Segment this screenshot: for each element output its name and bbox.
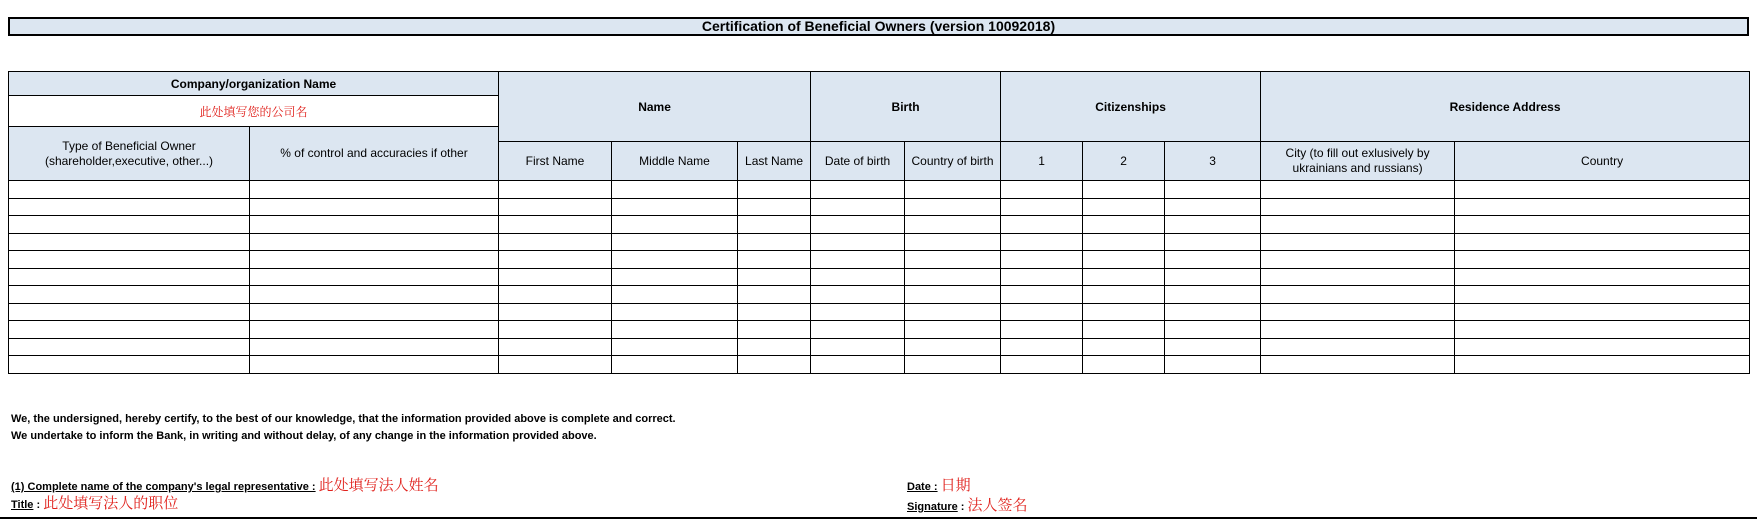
- table-cell[interactable]: [1001, 268, 1083, 286]
- date-row: [907, 474, 971, 495]
- title-row: Title : 此处填写法人的职位: [11, 495, 179, 512]
- table-cell[interactable]: [9, 251, 250, 269]
- citizenships-group-header: Citizenships: [1001, 72, 1261, 142]
- table-cell[interactable]: [1455, 233, 1750, 251]
- table-cell[interactable]: [1083, 286, 1165, 304]
- country-of-birth-header: Country of birth: [905, 142, 1001, 181]
- signature-label: Signature: [907, 501, 958, 513]
- last-name-header: Last Name: [738, 142, 811, 181]
- table-cell[interactable]: [811, 286, 905, 304]
- company-name-label: Company/organization Name: [9, 72, 499, 96]
- table-cell[interactable]: [905, 321, 1001, 339]
- citizenship-3-header: 3: [1165, 142, 1261, 181]
- table-cell[interactable]: [1455, 356, 1750, 374]
- table-cell[interactable]: [905, 356, 1001, 374]
- table-cell[interactable]: [1001, 338, 1083, 356]
- table-cell[interactable]: [738, 338, 811, 356]
- name-group-header: Name: [499, 72, 811, 142]
- table-cell[interactable]: [811, 268, 905, 286]
- table-cell[interactable]: [738, 268, 811, 286]
- table-cell[interactable]: [1261, 233, 1455, 251]
- table-cell[interactable]: [499, 216, 612, 234]
- type-owner-header: Type of Beneficial Owner (shareholder,executive, other...): [9, 127, 250, 181]
- signature-row: Signature : 法人签名: [907, 497, 1028, 514]
- table-cell[interactable]: [1083, 198, 1165, 216]
- table-cell[interactable]: [1165, 286, 1261, 304]
- table-cell[interactable]: [612, 216, 738, 234]
- table-cell[interactable]: [1455, 321, 1750, 339]
- table-cell[interactable]: [9, 181, 250, 199]
- table-cell[interactable]: [250, 338, 499, 356]
- company-name-field[interactable]: 此处填写您的公司名: [9, 96, 499, 127]
- page-bottom-border: [0, 517, 1757, 519]
- table-cell[interactable]: [1165, 338, 1261, 356]
- table-cell[interactable]: [250, 216, 499, 234]
- table-cell[interactable]: [1455, 338, 1750, 356]
- table-cell[interactable]: [1083, 303, 1165, 321]
- table-row: [9, 338, 1750, 356]
- table-cell[interactable]: [1165, 321, 1261, 339]
- table-cell[interactable]: [811, 356, 905, 374]
- table-cell[interactable]: [811, 321, 905, 339]
- table-cell[interactable]: [612, 321, 738, 339]
- table-cell[interactable]: [1165, 303, 1261, 321]
- table-cell[interactable]: [905, 286, 1001, 304]
- table-cell[interactable]: [738, 286, 811, 304]
- table-cell[interactable]: [499, 233, 612, 251]
- table-row: [9, 321, 1750, 339]
- table-cell[interactable]: [1165, 356, 1261, 374]
- data-rows: [9, 181, 1750, 374]
- table-cell[interactable]: [250, 198, 499, 216]
- form-title: Certification of Beneficial Owners (version 10092018): [8, 17, 1749, 36]
- table-cell[interactable]: [905, 198, 1001, 216]
- table-cell[interactable]: [738, 303, 811, 321]
- table-cell[interactable]: [1261, 251, 1455, 269]
- table-cell[interactable]: [905, 303, 1001, 321]
- table-cell[interactable]: [1455, 216, 1750, 234]
- birth-group-header: Birth: [811, 72, 1001, 142]
- table-cell[interactable]: [9, 198, 250, 216]
- table-row: [9, 251, 1750, 269]
- table-cell[interactable]: [1455, 268, 1750, 286]
- table-cell[interactable]: [1165, 268, 1261, 286]
- table-cell[interactable]: [1083, 338, 1165, 356]
- table-cell[interactable]: [250, 268, 499, 286]
- title-label: Title: [11, 499, 34, 511]
- table-cell[interactable]: [1001, 321, 1083, 339]
- table-cell[interactable]: [905, 216, 1001, 234]
- table-cell[interactable]: [811, 338, 905, 356]
- residence-group-header: Residence Address: [1261, 72, 1750, 142]
- table-cell[interactable]: [250, 181, 499, 199]
- table-cell[interactable]: [811, 216, 905, 234]
- table-cell[interactable]: [612, 286, 738, 304]
- table-cell[interactable]: [811, 181, 905, 199]
- table-cell[interactable]: [1165, 216, 1261, 234]
- table-cell[interactable]: [1455, 198, 1750, 216]
- table-cell[interactable]: [250, 321, 499, 339]
- table-cell[interactable]: [1001, 251, 1083, 269]
- table-cell[interactable]: [250, 286, 499, 304]
- certification-statement: [11, 411, 676, 445]
- table-cell[interactable]: [9, 338, 250, 356]
- table-cell[interactable]: [612, 233, 738, 251]
- table-row: [9, 216, 1750, 234]
- table-cell[interactable]: [1083, 268, 1165, 286]
- date-field[interactable]: 日期: [940, 477, 971, 494]
- control-header: % of control and accuracies if other: [250, 127, 499, 181]
- table-cell[interactable]: [250, 356, 499, 374]
- signature-field[interactable]: 法人签名: [967, 497, 1028, 514]
- citizenship-1-header: 1: [1001, 142, 1083, 181]
- table-cell[interactable]: [905, 251, 1001, 269]
- table-row: [9, 181, 1750, 199]
- table-cell[interactable]: [811, 233, 905, 251]
- table-row: [9, 198, 1750, 216]
- legal-rep-field[interactable]: 此处填写法人姓名: [318, 477, 439, 494]
- table-cell[interactable]: [1083, 356, 1165, 374]
- statement-line-1: We, the undersigned, hereby certify, to the best of our knowledge, that the information provided above is complete and correct.: [11, 413, 676, 425]
- table-row: [9, 303, 1750, 321]
- table-cell[interactable]: [499, 181, 612, 199]
- table-cell[interactable]: [905, 268, 1001, 286]
- first-name-header: First Name: [499, 142, 612, 181]
- table-row: [9, 233, 1750, 251]
- table-cell[interactable]: [250, 303, 499, 321]
- table-cell[interactable]: [612, 251, 738, 269]
- table-cell[interactable]: [738, 321, 811, 339]
- table-cell[interactable]: [499, 356, 612, 374]
- legal-rep-label: (1) Complete name of the company's legal representative :: [11, 481, 316, 493]
- table-cell[interactable]: [1001, 198, 1083, 216]
- table-cell[interactable]: [1165, 181, 1261, 199]
- table-cell[interactable]: [612, 198, 738, 216]
- table-cell[interactable]: [1165, 233, 1261, 251]
- table-cell[interactable]: [1083, 233, 1165, 251]
- date-label: Date :: [907, 481, 938, 493]
- table-cell[interactable]: [905, 181, 1001, 199]
- table-cell[interactable]: [1455, 303, 1750, 321]
- table-cell[interactable]: [1455, 251, 1750, 269]
- beneficial-owners-table: [8, 71, 1750, 374]
- table-cell[interactable]: [499, 338, 612, 356]
- table-cell[interactable]: [499, 198, 612, 216]
- table-cell[interactable]: [1083, 216, 1165, 234]
- table-cell[interactable]: [1001, 216, 1083, 234]
- table-cell[interactable]: [1261, 181, 1455, 199]
- table-cell[interactable]: [1261, 303, 1455, 321]
- table-cell[interactable]: [811, 198, 905, 216]
- table-cell[interactable]: [811, 303, 905, 321]
- statement-line-2: We undertake to inform the Bank, in writing and without delay, of any change in the information provided above.: [11, 430, 597, 442]
- table-cell[interactable]: [738, 198, 811, 216]
- table-cell[interactable]: [1455, 181, 1750, 199]
- table-cell[interactable]: [9, 268, 250, 286]
- table-cell[interactable]: [1261, 356, 1455, 374]
- table-cell[interactable]: [612, 268, 738, 286]
- table-cell[interactable]: [738, 233, 811, 251]
- table-cell[interactable]: [811, 251, 905, 269]
- table-cell[interactable]: [1001, 286, 1083, 304]
- table-cell[interactable]: [738, 181, 811, 199]
- table-cell[interactable]: [499, 286, 612, 304]
- table-cell[interactable]: [9, 356, 250, 374]
- table-row: [9, 356, 1750, 374]
- table-cell[interactable]: [1001, 303, 1083, 321]
- citizenship-2-header: 2: [1083, 142, 1165, 181]
- country-header: Country: [1455, 142, 1750, 181]
- table-cell[interactable]: [499, 303, 612, 321]
- table-cell[interactable]: [905, 338, 1001, 356]
- city-header: City (to fill out exlusively by ukrainians and russians): [1261, 142, 1455, 181]
- table-row: [9, 268, 1750, 286]
- table-cell[interactable]: [1261, 216, 1455, 234]
- table-cell[interactable]: [9, 233, 250, 251]
- table-cell[interactable]: [499, 251, 612, 269]
- table-row: [9, 286, 1750, 304]
- table-cell[interactable]: [1001, 233, 1083, 251]
- table-cell[interactable]: [1083, 251, 1165, 269]
- table-cell[interactable]: [250, 251, 499, 269]
- table-cell[interactable]: [738, 356, 811, 374]
- table-cell[interactable]: [612, 356, 738, 374]
- table-cell[interactable]: [1261, 286, 1455, 304]
- table-cell[interactable]: [1261, 268, 1455, 286]
- table-cell[interactable]: [1001, 181, 1083, 199]
- table-cell[interactable]: [1083, 321, 1165, 339]
- table-cell[interactable]: [612, 303, 738, 321]
- table-cell[interactable]: [1261, 338, 1455, 356]
- table-cell[interactable]: [612, 181, 738, 199]
- table-cell[interactable]: [9, 321, 250, 339]
- table-cell[interactable]: [499, 268, 612, 286]
- table-cell[interactable]: [738, 216, 811, 234]
- table-cell[interactable]: [9, 286, 250, 304]
- table-cell[interactable]: [499, 321, 612, 339]
- table-cell[interactable]: [1083, 181, 1165, 199]
- table-cell[interactable]: [1165, 198, 1261, 216]
- middle-name-header: Middle Name: [612, 142, 738, 181]
- table-cell[interactable]: [1261, 198, 1455, 216]
- table-cell[interactable]: [1261, 321, 1455, 339]
- table-cell[interactable]: [9, 216, 250, 234]
- table-cell[interactable]: [1001, 356, 1083, 374]
- table-cell[interactable]: [1455, 286, 1750, 304]
- table-cell[interactable]: [905, 233, 1001, 251]
- table-cell[interactable]: [738, 251, 811, 269]
- date-of-birth-header: Date of birth: [811, 142, 905, 181]
- table-cell[interactable]: [1165, 251, 1261, 269]
- title-field[interactable]: 此处填写法人的职位: [43, 495, 179, 512]
- table-cell[interactable]: [9, 303, 250, 321]
- table-cell[interactable]: [250, 233, 499, 251]
- table-cell[interactable]: [612, 338, 738, 356]
